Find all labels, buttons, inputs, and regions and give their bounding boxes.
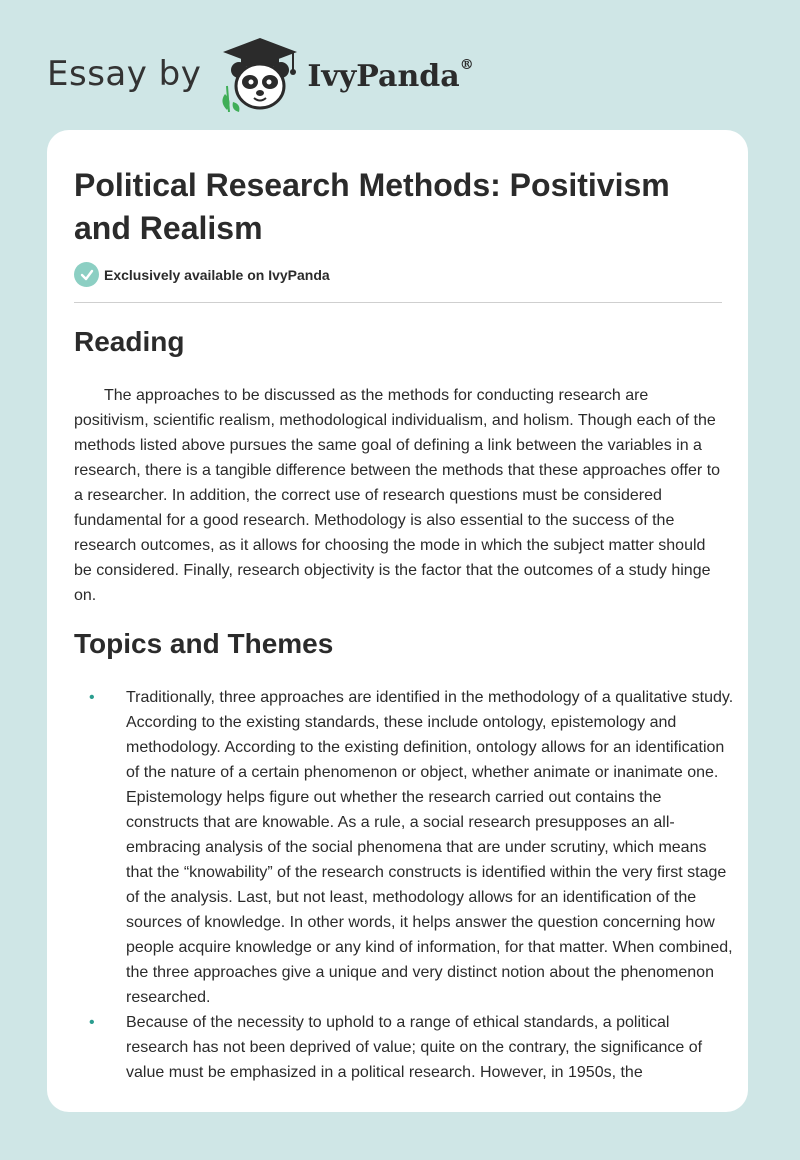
list-item <box>74 1010 734 1085</box>
essay-by-label: Essay by <box>47 54 202 94</box>
list-item-text: Because of the necessity to uphold to a range of ethical standards, a political research has not been deprived of value; quite on the contrary, the significance of value must be emphasized in a political research. However, in 1950s, the <box>126 1014 703 1081</box>
reading-paragraph: The approaches to be discussed as the methods for conducting research are positivism, scientific realism, methodological individualism, and holism. Though each of the methods listed above pursues the same goal of defining a link between the variables in a research, there is a tangible difference between the methods that these approaches offer to a researcher. In addition, the correct use of research questions must be considered fundamental for a good research. Methodology is also essential to the success of the research outcomes, as it allows for choosing the mode in which the subject matter should be considered. Finally, research objectivity is the factor that the outcomes of a study hinge on. <box>74 387 721 604</box>
list-item-text: Traditionally, three approaches are identified in the methodology of a qualitative study. According to the existing standards, these include ontology, epistemology and methodology. According to the existing definition, ontology allows for an identification of the nature of a certain phenomenon or object, whether animate or inanimate one. Epistemology helps figure out whether the research carried out contains the constructs that are knowable. As a rule, a social research presupposes an all-embracing analysis of the social phenomena that are under scrutiny, which means that the “knowability” of the research constructs is identified within the very first stage of the analysis. Last, but not least, methodology allows for an identification of the sources of knowledge. In other words, it helps answer the question concerning how people acquire knowledge or any kind of information, for that matter. When combined, the three approaches give a unique and very distinct notion about the phenomenon researched. <box>126 689 734 1006</box>
check-icon <box>74 262 99 287</box>
topics-list <box>74 685 734 1085</box>
article-card <box>47 130 748 1112</box>
section-heading-topics: Topics and Themes <box>74 628 334 659</box>
section-heading-reading: Reading <box>74 326 185 357</box>
registered-mark: ® <box>459 56 474 73</box>
divider <box>74 302 722 303</box>
bullet-icon: • <box>89 1014 95 1031</box>
site-header <box>47 34 474 114</box>
brand-name[interactable]: IvyPanda® <box>307 56 474 94</box>
list-item <box>74 685 734 1010</box>
article-title: Political Research Methods: Positivism and Realism <box>74 167 670 246</box>
badge-text: Exclusively available on IvyPanda <box>104 266 330 283</box>
exclusive-badge <box>74 262 330 287</box>
bullet-icon: • <box>89 689 95 706</box>
ivypanda-logo-icon[interactable] <box>217 36 303 112</box>
